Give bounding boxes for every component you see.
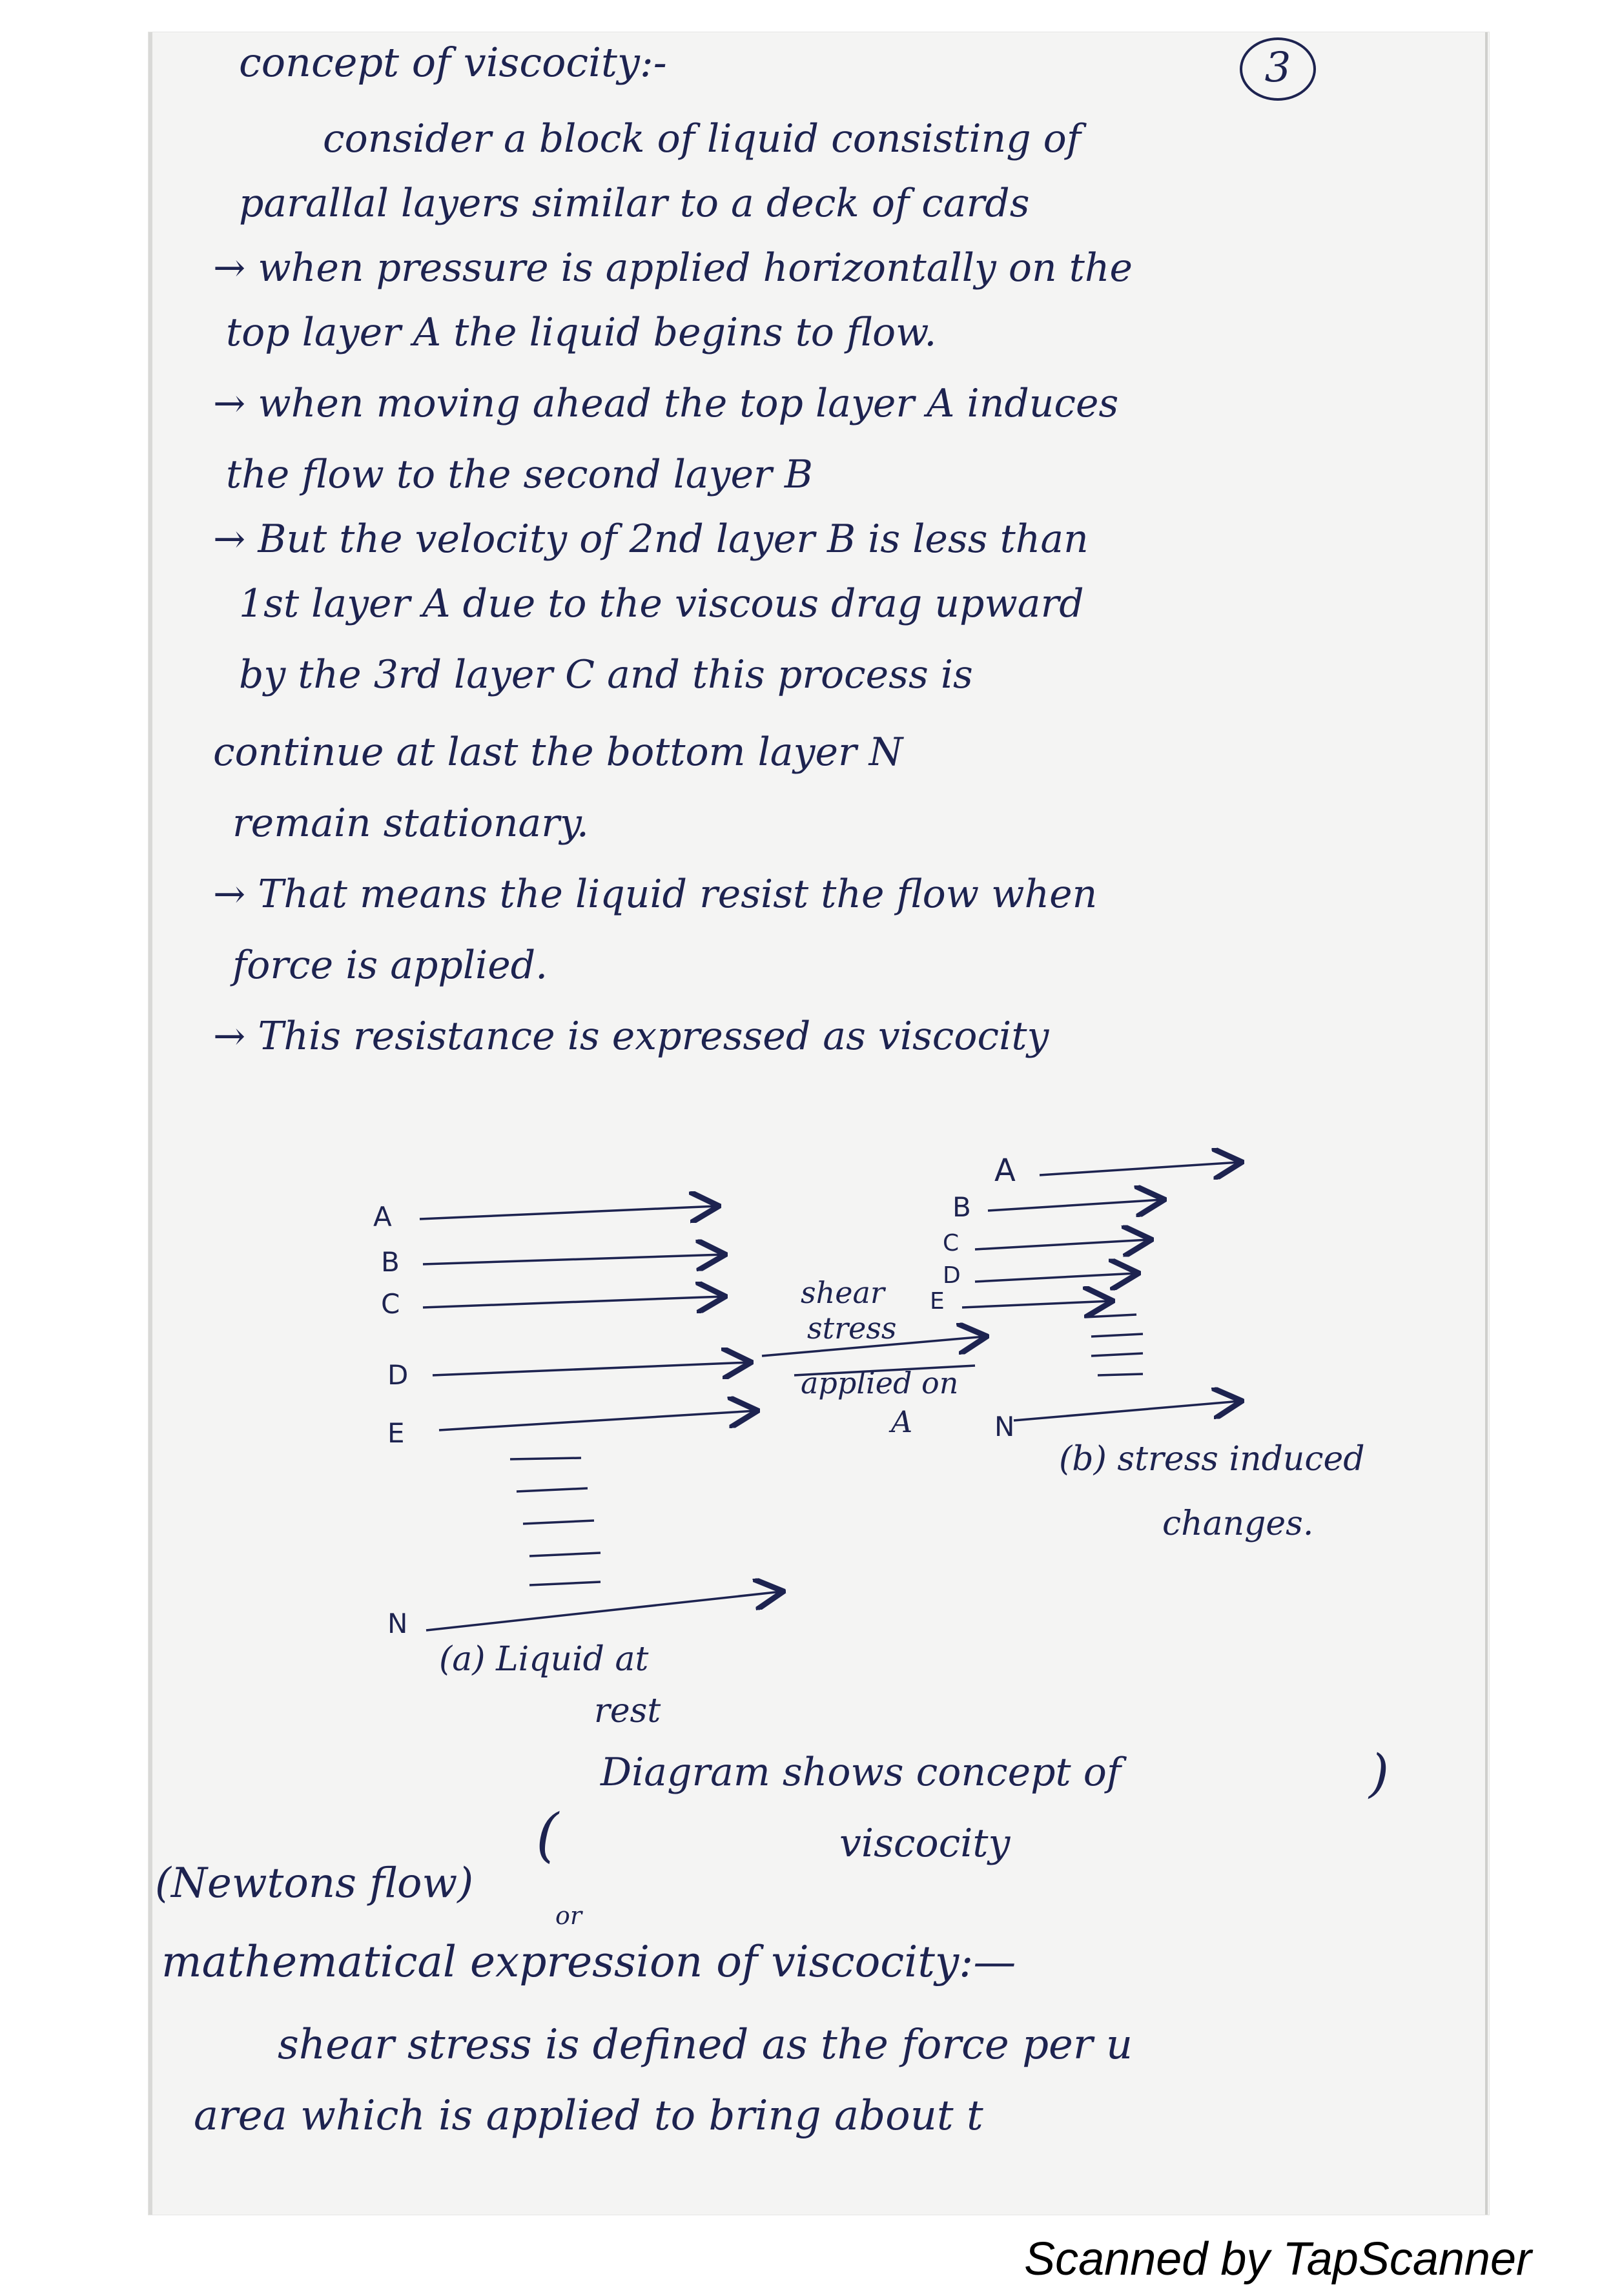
applied-on-label: applied on [801,1366,959,1400]
math-heading: mathematical expression of viscocity:— [161,1937,1016,1987]
paragraph-line: the flow to the second layer B [226,452,813,497]
shear-label: shear [801,1275,885,1310]
layer-label-b: B [381,1246,400,1278]
caption-liquid-at-rest-line2: rest [594,1692,661,1730]
layer-label-n: N [387,1608,408,1639]
layer-label-e: E [387,1417,405,1449]
diagram-note: Diagram shows concept of [601,1750,1122,1795]
page-number: 3 [1240,37,1316,101]
newtons-flow-or: or [555,1901,582,1930]
right-label-c: C [943,1230,960,1256]
applied-on-layer-label: A [891,1404,913,1439]
paragraph-line: top layer A the liquid begins to flow. [226,310,937,355]
math-line: area which is applied to bring about t [194,2092,983,2140]
closing-paren: ) [1369,1743,1390,1803]
paragraph-line: consider a block of liquid consisting of [323,116,1082,161]
paragraph-line: → when moving ahead the top layer A induces [213,381,1119,426]
caption-stress-induced-line2: changes. [1162,1504,1314,1543]
paragraph-line: parallal layers similar to a deck of cards [239,181,1030,226]
right-label-n: N [994,1411,1015,1442]
page-title: concept of viscocity:- [239,39,667,86]
opening-paren: ( [536,1801,559,1869]
scanner-watermark: Scanned by TapScanner [1024,2233,1532,2285]
right-label-d: D [943,1262,961,1289]
paragraph-line: → But the velocity of 2nd layer B is less than [213,517,1089,562]
layer-label-d: D [387,1359,409,1391]
paragraph-line: remain stationary. [232,801,589,846]
right-label-e: E [930,1288,945,1315]
newtons-flow: (Newtons flow) [155,1860,474,1907]
stress-label: stress [807,1311,897,1346]
paragraph-line: → This resistance is expressed as viscocity [213,1014,1049,1059]
paragraph-line: → when pressure is applied horizontally on the [213,245,1133,291]
caption-stress-induced: (b) stress induced [1059,1440,1365,1479]
paragraph-line: 1st layer A due to the viscous drag upward [239,581,1084,626]
diagram-note-line2: viscocity [839,1821,1011,1866]
paragraph-line: continue at last the bottom layer N [213,730,903,775]
caption-liquid-at-rest: (a) Liquid at [439,1640,649,1679]
right-label-b: B [952,1191,971,1223]
math-line: shear stress is defined as the force per u [278,2021,1133,2069]
paragraph-line: force is applied. [232,943,548,988]
paragraph-line: by the 3rd layer C and this process is [239,652,973,697]
layer-label-c: C [381,1288,400,1320]
page-edge [1485,32,1488,2215]
paragraph-line: → That means the liquid resist the flow when [213,872,1098,917]
right-label-a: A [994,1153,1016,1189]
layer-label-a: A [373,1201,392,1233]
